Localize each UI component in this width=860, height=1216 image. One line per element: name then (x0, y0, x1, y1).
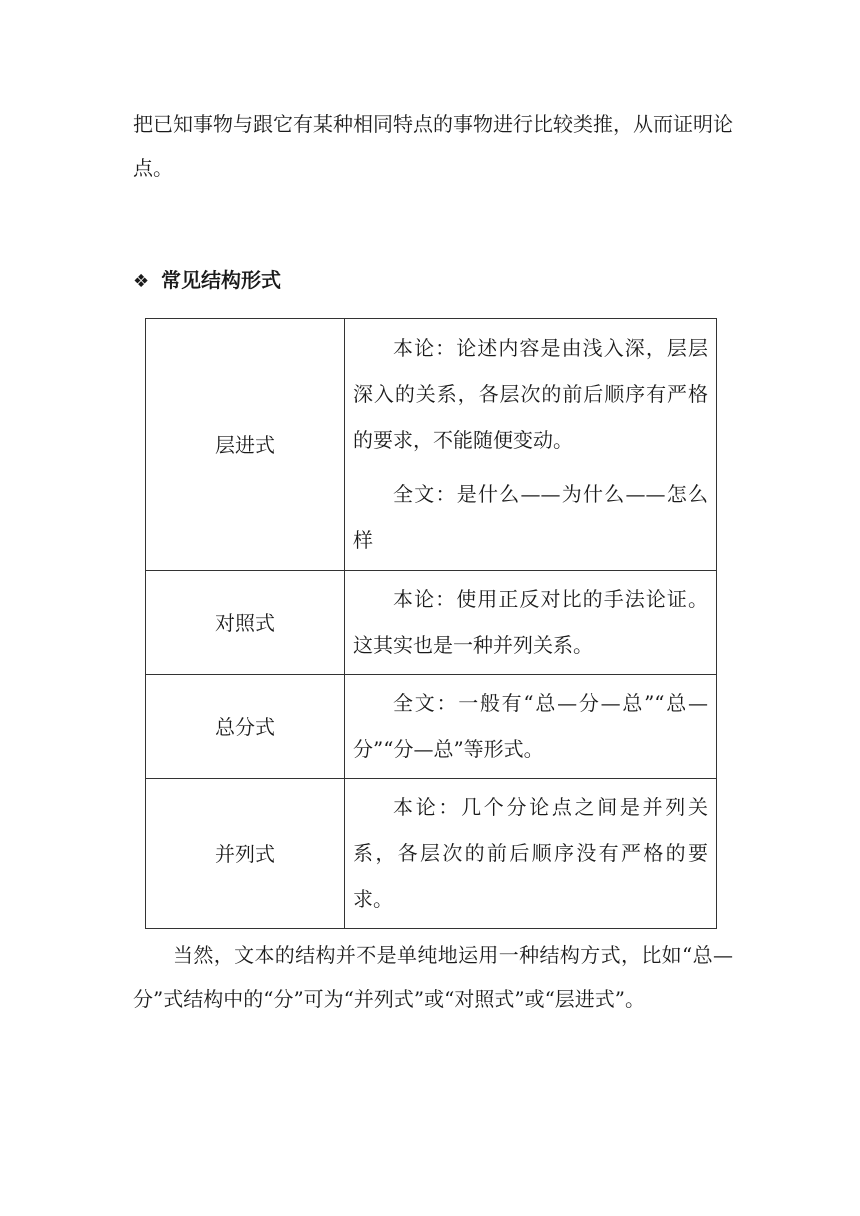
description-line: 本论：几个分论点之间是并列关系，各层次的前后顺序没有严格的要求。 (353, 794, 708, 911)
table-row (146, 779, 717, 929)
description-line: 本论：论述内容是由浅入深，层层深入的关系，各层次的前后顺序有严格的要求，不能随便变动。 (353, 335, 708, 452)
diamond-bullet-icon: ❖ (133, 271, 150, 292)
structure-description (345, 319, 717, 571)
intro-paragraph: 把已知事物与跟它有某种相同特点的事物进行比较类推，从而证明论点。 (133, 112, 733, 180)
description-line: 全文：是什么——为什么——怎么样 (353, 481, 708, 552)
section-title: 常见结构形式 (161, 268, 281, 292)
structure-description (345, 779, 717, 929)
outro-paragraph: 当然，文本的结构并不是单纯地运用一种结构方式，比如“总—分”式结构中的“分”可为“并列式”或“对照式”或“层进式”。 (133, 943, 733, 1011)
description-line: 本论：使用正反对比的手法论证。这其实也是一种并列关系。 (353, 586, 708, 657)
table-row (146, 571, 717, 675)
structure-table (145, 318, 717, 929)
structure-name: 对照式 (146, 571, 345, 675)
structure-description (345, 675, 717, 779)
description-line: 全文：一般有“总—分—总”“总—分”“分—总”等形式。 (353, 690, 708, 761)
section-heading (133, 262, 281, 300)
table-row (146, 675, 717, 779)
structure-name: 并列式 (146, 779, 345, 929)
structure-description (345, 571, 717, 675)
table-row (146, 319, 717, 571)
structure-name: 层进式 (146, 319, 345, 571)
structure-name: 总分式 (146, 675, 345, 779)
